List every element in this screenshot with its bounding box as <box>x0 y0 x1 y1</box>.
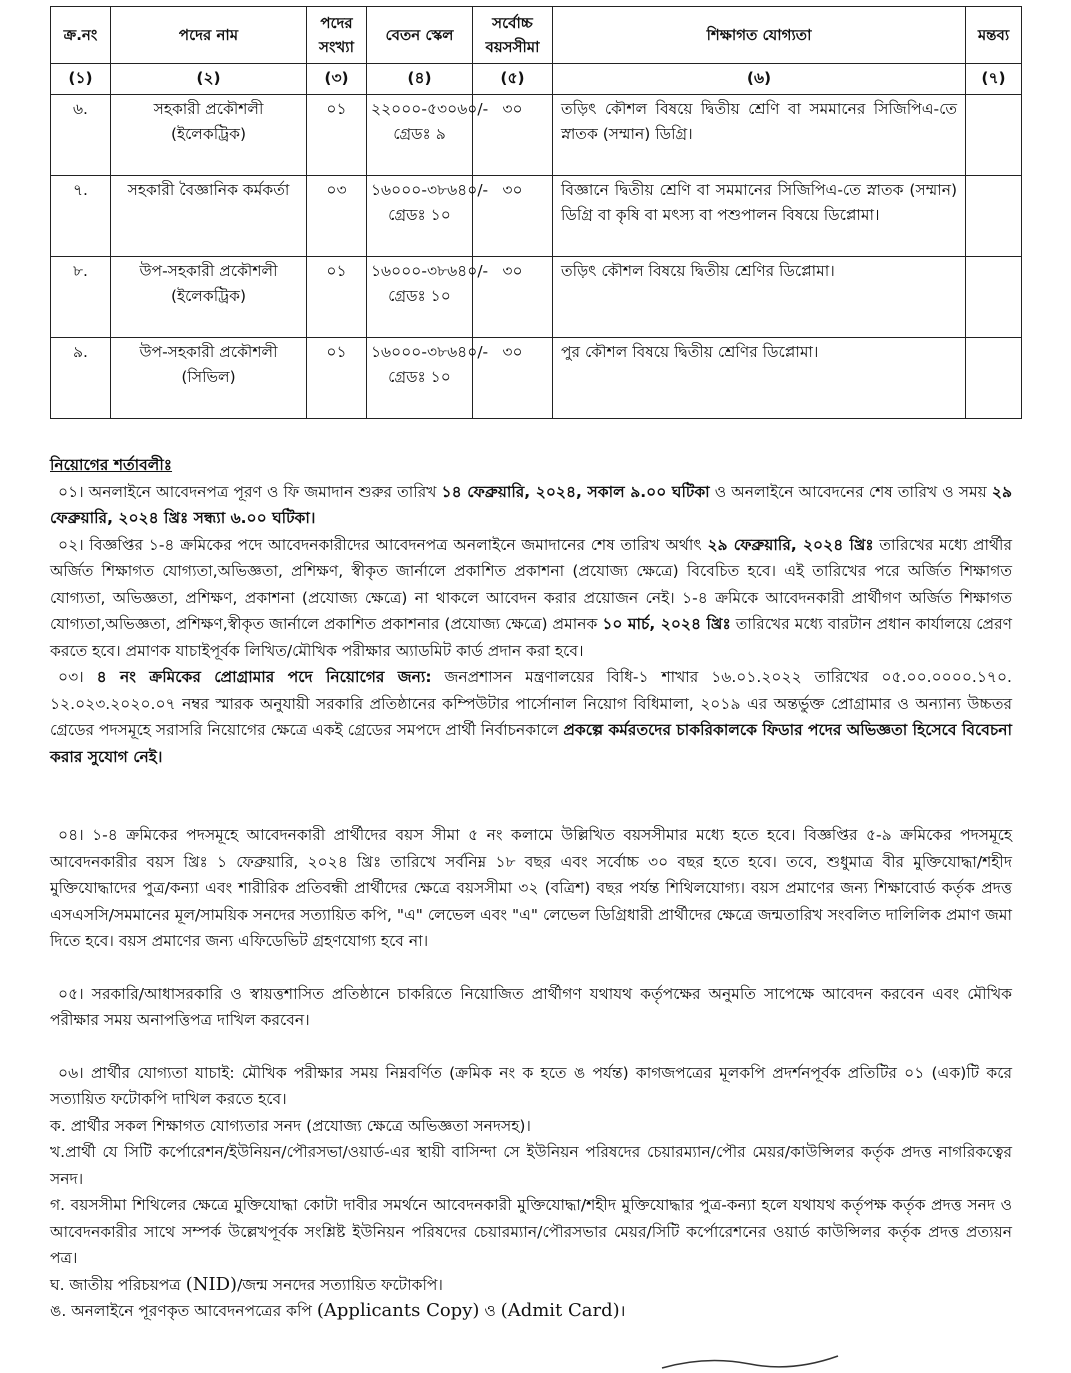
cell-scale <box>367 95 489 176</box>
cell-qualification: তড়িৎ কৌশল বিষয়ে দ্বিতীয় শ্রেণি বা সমমানের সিজিপিএ-তে স্নাতক (সম্মান) ডিগ্রি। <box>553 95 966 176</box>
cell-post: সহকারী বৈজ্ঞানিক কর্মকর্তা <box>111 176 307 257</box>
term-text: ঘ. জাতীয় পরিচয়পত্র <box>50 1275 186 1294</box>
term-text: /জন্ম সনদের সত্যায়িত ফটোকপি। <box>237 1275 443 1294</box>
term-date: ২৯ ফেব্রুয়ারি, ২০২৪ খ্রিঃ <box>707 535 874 554</box>
term-date: ১৪ ফেব্রুয়ারি, ২০২৪, সকাল ৯.০০ ঘটিকা <box>441 482 710 501</box>
cell-post: উপ-সহকারী প্রকৌশলী (ইলেকট্রিক) <box>111 257 307 338</box>
column-number-row <box>51 64 1022 95</box>
cell-sl: ৭. <box>51 176 111 257</box>
col-number: (৫) <box>473 64 553 95</box>
header-qualification: শিক্ষাগত যোগ্যতা <box>553 7 966 64</box>
term-2 <box>50 532 1012 665</box>
cell-sl: ৬. <box>51 95 111 176</box>
term-date: ২৯ ফেব্রুয়ারি, ২০২৪ খ্রিঃ সন্ধ্যা ৬.০০ ঘটিকা। <box>50 482 1013 527</box>
col-number: (৩) <box>307 64 367 95</box>
term-text: ও <box>479 1302 501 1320</box>
cell-age: ৩০ <box>473 338 553 419</box>
cell-scale <box>367 176 489 257</box>
term-4: ০৪। ১-৪ ক্রমিকের পদসমূহে আবেদনকারী প্রার্থীদের বয়স সীমা ৫ নং কলামে উল্লিখিত বয়সসীমার মধ্যে হতে হবে। বিজ্ঞপ্তির ৫-৯ ক্রমিকের পদসমূহে আবেদনকারীর বয়স খ্রিঃ ১ ফেব্রুয়ারি, ২০২৪ খ্রিঃ তারিখে সর্বনিম্ন ১৮ বছর এবং সর্বোচ্চ ৩০ বছর হতে হবে। তবে, শুধুমাত্র বীর মুক্তিযোদ্ধা/শহীদ মুক্তিযোদ্ধাদের পুত্র/কন্যা এবং শারীরিক প্রতিবন্ধী প্রার্থীদের ক্ষেত্রে বয়সসীমা ৩২ (বত্রিশ) বছর পর্যন্ত শিথিলযোগ্য। বয়স প্রমাণের জন্য শিক্ষাবোর্ড কর্তৃক প্রদত্ত এসএসসি/সমমানের মূল/সাময়িক সনদের সত্যায়িত কপি, "এ" লেভেল এবং "এ" লেভেল ডিগ্রিধারী প্রার্থীদের ক্ষেত্রে জন্মতারিখ সংবলিত দালিলিক প্রমাণ জমা দিতে হবে। বয়স প্রমাণের জন্য এফিডেভিট গ্রহণযোগ্য হবে না। <box>50 826 1012 950</box>
scale-value: ২২০০০-৫৩০৬০/- <box>371 100 489 118</box>
term-text: ও অনলাইনে আবেদনের শেষ তারিখ ও সময় <box>709 482 992 501</box>
cell-scale <box>367 257 489 338</box>
cell-qualification: বিজ্ঞানে দ্বিতীয় শ্রেণি বা সমমানের সিজিপিএ-তে স্নাতক (সম্মান) ডিগ্রি বা কৃষি বা মৎস্য বা পশুপালন বিষয়ে ডিপ্লোমা। <box>553 176 966 257</box>
col-number: (৭) <box>966 64 1022 95</box>
cell-count: ০১ <box>307 257 367 338</box>
table-row <box>51 338 1022 419</box>
header-remark: মন্তব্য <box>966 7 1022 64</box>
header-sl: ক্র.নং <box>51 7 111 64</box>
grade-value: গ্রেডঃ ১০ <box>388 287 451 305</box>
grade-value: গ্রেডঃ ১০ <box>388 206 451 224</box>
term-1 <box>50 479 1012 532</box>
term-6-umo <box>50 1298 1012 1325</box>
cell-qualification: পুর কৌশল বিষয়ে দ্বিতীয় শ্রেণির ডিপ্লোমা। <box>553 338 966 419</box>
header-count: পদের সংখ্যা <box>307 7 367 64</box>
table-row <box>51 257 1022 338</box>
scale-value: ১৬০০০-৩৮৬৪০/- <box>371 262 489 280</box>
cell-remark <box>966 176 1022 257</box>
term-text: ০৩। <box>58 668 97 686</box>
term-emphasis: প্রকল্পে কর্মরতদের চাকরিকালকে ফিডার পদের অভিজ্ঞতা হিসেবে বিবেচনা করার সুযোগ নেই। <box>50 721 1012 766</box>
term-text: । <box>619 1302 626 1320</box>
cell-post: সহকারী প্রকৌশলী (ইলেকট্রিক) <box>111 95 307 176</box>
cell-remark <box>966 95 1022 176</box>
term-6-ka: ক. প্রার্থীর সকল শিক্ষাগত যোগ্যতার সনদ (প্রযোজ্য ক্ষেত্রে অভিজ্ঞতা সনদসহ)। <box>50 1116 531 1135</box>
term-6-ga: গ. বয়সসীমা শিথিলের ক্ষেত্রে মুক্তিযোদ্ধা কোটা দাবীর সমর্থনে আবেদনকারী মুক্তিযোদ্ধা/শহীদ মুক্তিযোদ্ধার পুত্র-কন্যা হলে যথাযথ কর্তৃপক্ষ কর্তৃক প্রদত্ত সনদ ও আবেদনকারীর সাথে সম্পর্ক উল্লেখপূর্বক সংশ্লিষ্ট ইউনিয়ন পরিষদের চেয়ারম্যান/পৌরসভার মেয়র/সিটি কর্পোরেশনের ওয়ার্ড কাউন্সিলর কর্তৃক প্রদত্ত প্রত্যয়ন পত্র। <box>50 1196 1012 1267</box>
cell-scale <box>367 338 489 419</box>
term-6-gha <box>50 1272 1012 1299</box>
header-age: সর্বোচ্চ বয়সসীমা <box>473 7 553 64</box>
posts-table <box>50 6 1022 419</box>
table-row <box>51 176 1022 257</box>
grade-value: গ্রেডঃ ১০ <box>388 368 451 386</box>
term-6: ০৬। প্রার্থীর যোগ্যতা যাচাই: মৌখিক পরীক্ষার সময় নিম্নবর্ণিত (ক্রমিক নং ক হতে ঙ পর্যন্ত) কাগজপত্রের মূলকপি প্রদর্শনপূর্বক প্রতিটির ০১ (এক)টি করে সত্যায়িত ফটোকপি দাখিল করতে হবে। <box>50 1063 1012 1108</box>
col-number: (৬) <box>553 64 966 95</box>
cell-age: ৩০ <box>473 257 553 338</box>
term-3 <box>50 664 1012 770</box>
term-text: তারিখের মধ্যে বারটান প্রধান কার্যালয়ে প্রেরণ করতে হবে। প্রমাণক যাচাইপূর্বক লিখিত/মৌখিক পরীক্ষার অ্যাডমিট কার্ড প্রদান করা হবে। <box>50 615 1013 660</box>
term-latin: (NID) <box>185 1273 238 1295</box>
term-6-kha: খ.প্রার্থী যে সিটি কর্পোরেশন/ইউনিয়ন/পৌরসভা/ওয়ার্ড-এর স্থায়ী বাসিন্দা সে ইউনিয়ন পরিষদের চেয়ারম্যান/পৌর মেয়র/কাউন্সিলর কর্তৃক প্রদত্ত নাগরিকত্বের সনদ। <box>50 1143 1012 1188</box>
cell-remark <box>966 338 1022 419</box>
terms-title: নিয়োগের শর্তাবলীঃ <box>50 456 173 474</box>
col-number: (২) <box>111 64 307 95</box>
term-latin: (Applicants Copy) <box>316 1300 480 1321</box>
terms-section <box>50 452 1012 1325</box>
term-heading: ৪ নং ক্রমিকের প্রোগ্রামার পদে নিয়োগের জন্য: <box>96 668 432 686</box>
term-text: ঙ. অনলাইনে পূরণকৃত আবেদনপত্রের কপি <box>50 1302 317 1320</box>
term-5: ০৫। সরকারি/আধাসরকারি ও স্বায়ত্তশাসিত প্রতিষ্ঠানে চাকরিতে নিয়োজিত প্রার্থীগণ যথাযথ কর্তৃপক্ষের অনুমতি সাপেক্ষে আবেদন করবেন এবং মৌখিক পরীক্ষার সময় অনাপত্তিপত্র দাখিল করবেন। <box>50 984 1012 1029</box>
term-latin: (Admit Card) <box>500 1300 620 1321</box>
cell-post: উপ-সহকারী প্রকৌশলী (সিভিল) <box>111 338 307 419</box>
cell-count: ০১ <box>307 338 367 419</box>
cell-qualification: তড়িৎ কৌশল বিষয়ে দ্বিতীয় শ্রেণির ডিপ্লোমা। <box>553 257 966 338</box>
term-text: ০১। অনলাইনে আবেদনপত্র পূরণ ও ফি জমাদান শুরুর তারিখ <box>58 482 442 501</box>
cell-count: ০১ <box>307 95 367 176</box>
term-text: ০২। বিজ্ঞপ্তির ১-৪ ক্রমিকের পদে আবেদনকারীদের আবেদনপত্র অনলাইনে জমাদানের শেষ তারিখ অর্থাৎ <box>58 535 708 554</box>
cell-age: ৩০ <box>473 176 553 257</box>
col-number: (১) <box>51 64 111 95</box>
signature-stroke <box>660 1352 840 1372</box>
cell-sl: ৯. <box>51 338 111 419</box>
grade-value: গ্রেডঃ ৯ <box>393 125 446 143</box>
cell-remark <box>966 257 1022 338</box>
cell-age: ৩০ <box>473 95 553 176</box>
cell-count: ০৩ <box>307 176 367 257</box>
table-row <box>51 95 1022 176</box>
term-date: ১০ মার্চ, ২০২৪ খ্রিঃ <box>602 615 731 633</box>
table-header-row <box>51 7 1022 64</box>
cell-sl: ৮. <box>51 257 111 338</box>
term-text: জনপ্রশাসন মন্ত্রণালয়ের বিধি-১ শাখার ১৬.০১.২০২২ তারিখের ০৫.০০.০০০০.১৭০. ১২.০২৩.২০২০.০৭ নম্বর স্মারক অনুযায়ী সরকারি প্রতিষ্ঠানের কম্পিউটার পার্সোনাল নিয়োগ বিধিমালা, ২০১৯ এর অন্তর্ভুক্ত প্রোগ্রামার ও অন্যান্য উচ্চতর গ্রেডের পদসমূহে সরাসরি নিয়োগের ক্ষেত্রে একই গ্রেডের সমপদে প্রার্থী নির্বাচনকালে <box>50 668 1012 739</box>
scale-value: ১৬০০০-৩৮৬৪০/- <box>371 343 489 361</box>
scale-value: ১৬০০০-৩৮৬৪০/- <box>371 181 489 199</box>
header-scale: বেতন স্কেল <box>367 7 473 64</box>
header-post: পদের নাম <box>111 7 307 64</box>
col-number: (৪) <box>367 64 473 95</box>
term-text: তারিখের মধ্যে প্রার্থীর অর্জিত শিক্ষাগত যোগ্যতা,অভিজ্ঞতা, প্রশিক্ষণ, স্বীকৃত জার্নালে প্রকাশিত প্রকাশনা (প্রযোজ্য ক্ষেত্রে) বিবেচিত হবে। এই তারিখের পরে অর্জিত শিক্ষাগত যোগ্যতা, অভিজ্ঞতা, প্রশিক্ষণ, প্রকাশনা (প্রযোজ্য ক্ষেত্রে) না থাকলে আবেদন করার প্রয়োজন নেই। ১-৪ ক্রমিকে আবেদনকারী প্রার্থীগণ অর্জিত শিক্ষাগত যোগ্যতা,অভিজ্ঞতা, প্রশিক্ষণ,স্বীকৃত জার্নালে প্রকাশিত প্রকাশনার (প্রযোজ্য ক্ষেত্রে) প্রমানক <box>50 535 1012 633</box>
